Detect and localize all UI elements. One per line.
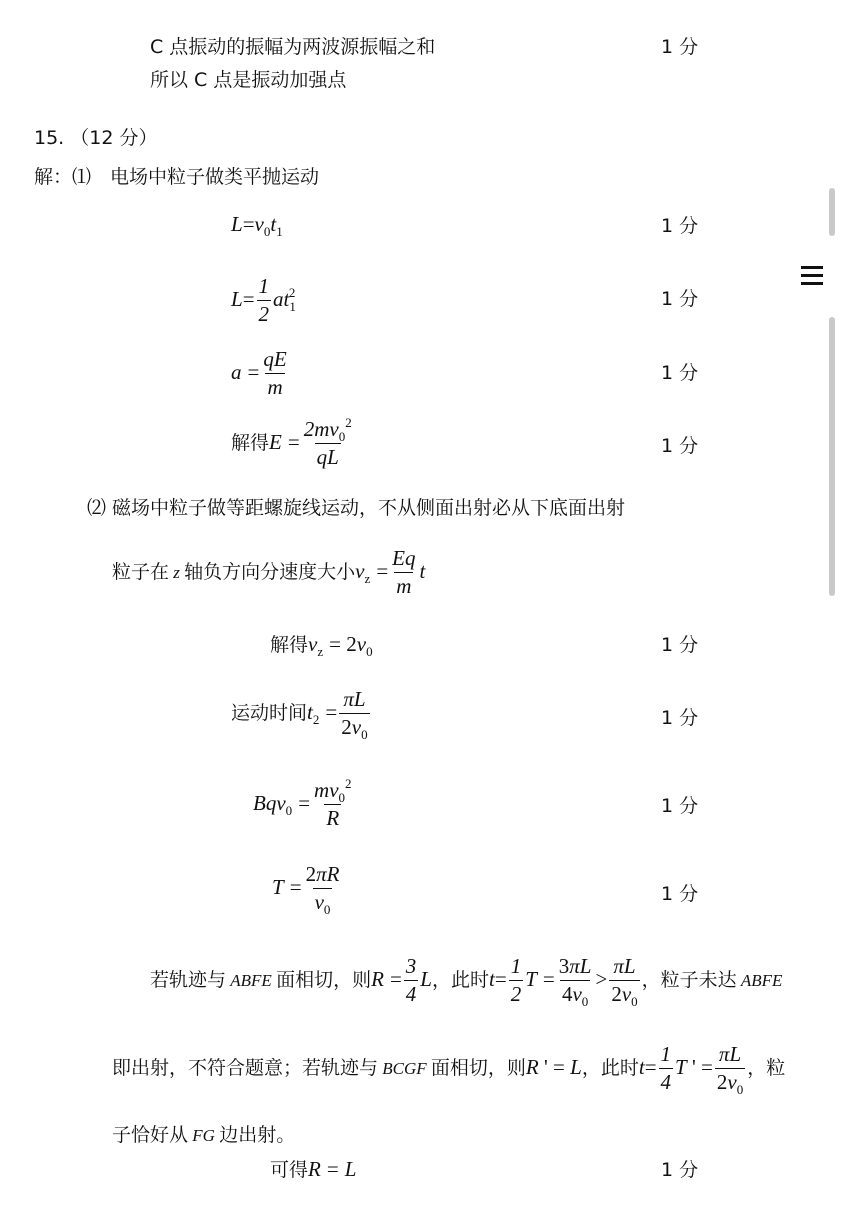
- equation-vz-result: 解得$v_z = 2v_0$: [270, 632, 373, 659]
- text-segment: 面相切，则: [430, 1057, 526, 1079]
- score-label: 1 分: [661, 36, 699, 58]
- problem-title: 15. （12 分）: [34, 127, 158, 149]
- vz-mid: 轴负方向分速度大小: [184, 561, 356, 583]
- score-label: 1 分: [661, 215, 699, 237]
- fg-line: 子恰好从 FG 边出射。: [112, 1124, 296, 1146]
- text-segment: ，此时: [581, 1057, 639, 1079]
- score-label: 1 分: [661, 707, 699, 729]
- bcgf-line: 即出射，不符合题意；若轨迹与 BCGF 面相切，则R ' = L，此时t= $\frac{1}{4}$ T ' = $\frac{\pi L}{2v_0}$ ，粒: [112, 1042, 786, 1097]
- result-prefix: 解得: [231, 432, 270, 454]
- equation-period: T = $\frac{2\pi R}{v_0}$: [272, 862, 340, 917]
- scrollbar-top-segment[interactable]: [829, 188, 835, 236]
- result-prefix: 可得: [270, 1159, 309, 1181]
- score-label: 1 分: [661, 362, 699, 384]
- scrollbar-thumb[interactable]: [829, 317, 835, 596]
- text-segment: 若轨迹与: [150, 969, 227, 991]
- equation-l-half-at2: L= $\frac{1}{2}$ $at_1^2$: [231, 274, 296, 326]
- part2-intro: ⑵ 磁场中粒子做等距螺旋线运动，不从侧面出射必从下底面出射: [87, 497, 626, 519]
- equation-final: 可得R = L: [270, 1157, 357, 1181]
- equation-l-v0t1: $L=v_0t_1$: [231, 212, 283, 239]
- score-label: 1 分: [661, 634, 699, 656]
- part1-intro: 解：⑴ 电场中粒子做类平抛运动: [34, 166, 320, 188]
- time-prefix: 运动时间: [231, 702, 308, 724]
- vz-prefix: 粒子在: [112, 561, 170, 583]
- hamburger-menu-icon[interactable]: [801, 266, 823, 286]
- equation-acceleration: a = $\frac{qE}{m}$: [231, 347, 287, 399]
- score-label: 1 分: [661, 795, 699, 817]
- score-label: 1 分: [661, 288, 699, 310]
- score-label: 1 分: [661, 883, 699, 905]
- equation-e-field: 解得E = $\frac{2mv_0^2}{qL}$: [231, 415, 352, 469]
- score-label: 1 分: [661, 1159, 699, 1181]
- text-segment: ，此时: [431, 969, 489, 991]
- text-segment: 子恰好从: [112, 1124, 189, 1146]
- text-line: 所以 C 点是振动加强点: [150, 69, 347, 91]
- text-segment: 边出射。: [219, 1124, 296, 1146]
- text-line: C 点振动的振幅为两波源振幅之和: [150, 36, 436, 58]
- text-segment: ，粒子未达: [641, 969, 737, 991]
- score-label: 1 分: [661, 435, 699, 457]
- result-prefix: 解得: [270, 634, 309, 656]
- text-segment: 面相切，则: [276, 969, 372, 991]
- text-segment: 即出射，不符合题意；若轨迹与: [112, 1057, 379, 1079]
- equation-vz: 粒子在 z 轴负方向分速度大小$v_z$ = $\frac{Eq}{m}$ t: [112, 546, 426, 598]
- text-segment: ，粒: [747, 1057, 786, 1079]
- equation-time: 运动时间$t_2$ = $\frac{\pi L}{2v_0}$: [231, 687, 368, 742]
- abfe-line: 若轨迹与 ABFE 面相切，则R = $\frac{3}{4}$ L，此时t= $\frac{1}{2}$ T = $\frac{3\pi L}{4v_0}$ > $\frac{\pi L}{2v_0}$ ，粒子未达 ABFE: [150, 954, 783, 1009]
- equation-lorentz: Bqv$_0$ = $\frac{mv_0^2}{R}$: [253, 776, 352, 830]
